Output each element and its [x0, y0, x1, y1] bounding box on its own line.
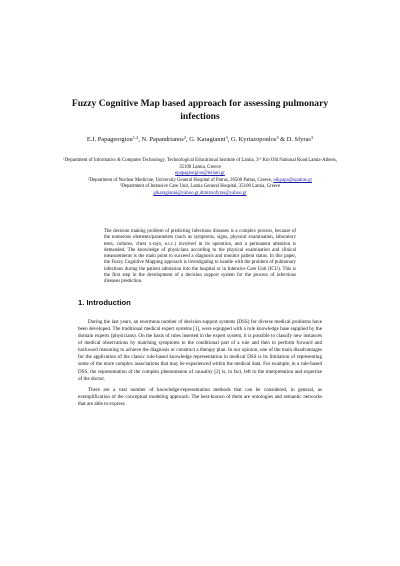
section-heading: 1. Introduction — [78, 298, 131, 307]
affiliation-3-email[interactable]: gikaragianni@yahoo.gr,dimitrsofyras@yahoo.gr — [153, 190, 247, 196]
introduction-body — [78, 319, 322, 408]
affiliation-3: $^3$Department of Intensive Care Unit, Lamia General Hospital, 35100 Lamia, Greece — [119, 182, 281, 190]
introduction-paragraph-2: There are a vast number of knowledge-representation methods that can be considered, in general, as exemplification of the conceptual modeling approach. The best-known of them are ontologies and semantic networks that are able to express — [78, 386, 322, 407]
author-list: E.I. Papageorgiou$^{1,2}$, N. Papandrianos$^2$, G. Karagianni$^3$, G. Kyriazopoulos$^3$ & D. Sfyras$^3$ — [86, 134, 314, 143]
paper-title: Fuzzy Cognitive Map based approach for assessing pulmonary infections — [71, 98, 329, 122]
introduction-paragraph-1: During the last years, an enormous number of decision support systems (DSS) for diverse medical problems have been developed. The traditional medical expert systems [1], were equipped with a rule knowledge base supplied by the domain experts (physicians). On the basis of rules inserted in the expert system, it is possible to classify new instances of medical observations by matching symptoms to the conditional part of a rule and then to perform forward and backward reasoning to achieve the diagnosis or construct a therapy plan. In our opinion, one of the main disadvantages for the application of the classic rule-based knowledge representation in medical DSS is its limitation of representing some of the more complex associations that may be experienced within the medical data. For example, in a rule-based DSS, the representation of the complex phenomenon of causality [2] is, in fact, left to the interpretation and expertise of the doctor. — [78, 319, 322, 382]
abstract: The decision making problem of predicting infectious diseases is a complex process, because of the numerous elements/parameters (such as symptoms, signs, physical examination, laboratory tests, cultures, chest x-rays, e.t.c.) involved in its operation, and a permanent attention is demanded. The knowledge of physicians according to the physical examination and clinical measurements is the main point to succeed a diagnosis and monitor patient status. In this paper, the Fuzzy Cognitive Mapping approach is investigating to handle with the problem of pulmonary infections during the patient admission into the hospital or in Intensive Care Unit (ICU). This is the first step in the development of a decision support system for the process of infectious diseases prediction. — [104, 229, 296, 285]
affiliation-1-email[interactable]: epapageorgiou@teilam.gr — [175, 171, 225, 177]
affiliations — [60, 158, 340, 198]
affiliation-1: $^1$Department of Informatics & Computer Technology, Technological Educational Institute of Lamia, 3rd Km Old National Road Lamia-Athens, 35100 Lamia, Greece — [63, 156, 337, 170]
affiliation-2: $^2$Department of Nuclear Medicine, University General Hospital of Patras, 26500 Patras, Greece, nikpapa@upatras.gr — [87, 176, 313, 183]
affiliation-2-email[interactable]: nikpapa@upatras.gr — [273, 177, 313, 183]
